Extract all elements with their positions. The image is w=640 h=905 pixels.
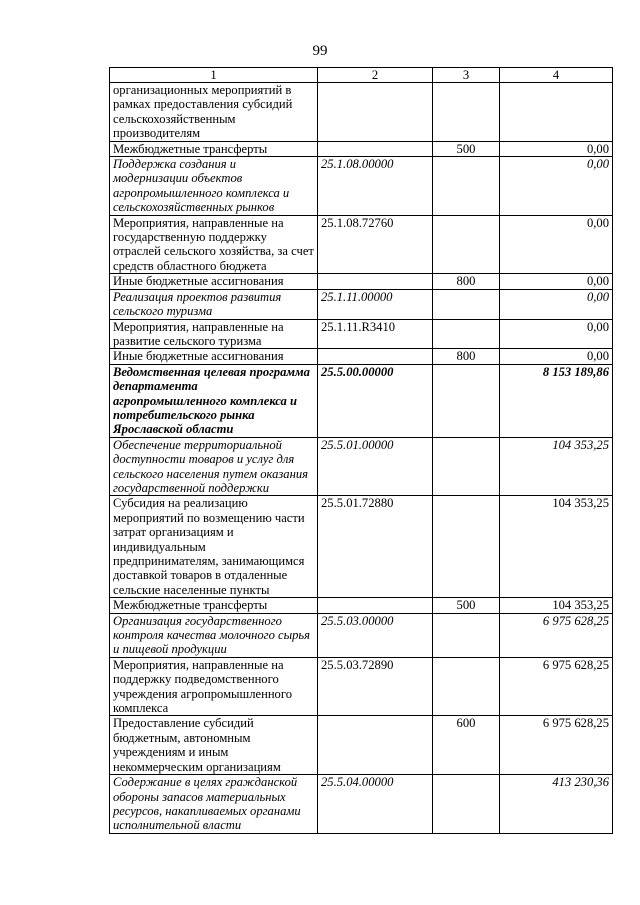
row-type bbox=[433, 657, 500, 716]
row-code: 25.5.01.72880 bbox=[318, 496, 433, 598]
table-row bbox=[110, 364, 613, 437]
row-amount: 104 353,25 bbox=[500, 496, 613, 598]
row-name: Межбюджетные трансферты bbox=[110, 598, 318, 613]
row-amount: 0,00 bbox=[500, 349, 613, 364]
row-amount: 6 975 628,25 bbox=[500, 613, 613, 657]
row-code: 25.1.11.00000 bbox=[318, 289, 433, 319]
table-row bbox=[110, 141, 613, 156]
table-row bbox=[110, 83, 613, 142]
row-name: Ведомственная целевая программа департамента агропромышленного комплекса и потребительского рынка Ярославской области bbox=[110, 364, 318, 437]
column-header-1: 1 bbox=[110, 68, 318, 83]
row-code bbox=[318, 141, 433, 156]
row-code: 25.5.00.00000 bbox=[318, 364, 433, 437]
row-code: 25.1.11.R3410 bbox=[318, 319, 433, 349]
row-name: Содержание в целях гражданской обороны запасов материальных ресурсов, накапливаемых органами исполнительной власти bbox=[110, 775, 318, 834]
row-amount: 0,00 bbox=[500, 289, 613, 319]
table-row bbox=[110, 716, 613, 775]
row-type: 500 bbox=[433, 598, 500, 613]
table-header-row bbox=[110, 68, 613, 83]
row-type bbox=[433, 157, 500, 216]
row-amount: 0,00 bbox=[500, 319, 613, 349]
row-type bbox=[433, 289, 500, 319]
row-amount: 0,00 bbox=[500, 274, 613, 289]
row-name: Реализация проектов развития сельского туризма bbox=[110, 289, 318, 319]
row-type bbox=[433, 364, 500, 437]
table-row bbox=[110, 319, 613, 349]
row-type bbox=[433, 319, 500, 349]
table-row bbox=[110, 289, 613, 319]
column-header-4: 4 bbox=[500, 68, 613, 83]
table-row bbox=[110, 657, 613, 716]
row-code bbox=[318, 598, 433, 613]
table-row bbox=[110, 598, 613, 613]
row-type bbox=[433, 83, 500, 142]
table-row bbox=[110, 437, 613, 496]
table-body bbox=[110, 83, 613, 834]
table-row bbox=[110, 157, 613, 216]
row-name: Межбюджетные трансферты bbox=[110, 141, 318, 156]
row-amount: 0,00 bbox=[500, 141, 613, 156]
row-type bbox=[433, 496, 500, 598]
row-code: 25.1.08.00000 bbox=[318, 157, 433, 216]
row-name: Субсидия на реализацию мероприятий по возмещению части затрат организациям и индивидуальным предпринимателям, занимающимся доставкой товаров в отдаленные сельские населенные пункты bbox=[110, 496, 318, 598]
table-row bbox=[110, 349, 613, 364]
row-amount: 104 353,25 bbox=[500, 437, 613, 496]
row-code: 25.1.08.72760 bbox=[318, 215, 433, 274]
column-header-2: 2 bbox=[318, 68, 433, 83]
row-type: 600 bbox=[433, 716, 500, 775]
row-name: Мероприятия, направленные на поддержку подведомственного учреждения агропромышленного комплекса bbox=[110, 657, 318, 716]
row-amount: 6 975 628,25 bbox=[500, 657, 613, 716]
budget-table bbox=[109, 67, 613, 834]
row-code bbox=[318, 349, 433, 364]
table-row bbox=[110, 274, 613, 289]
row-type: 800 bbox=[433, 274, 500, 289]
row-type: 800 bbox=[433, 349, 500, 364]
row-name: Обеспечение территориальной доступности товаров и услуг для сельского населения путем оказания государственной поддержки bbox=[110, 437, 318, 496]
row-name: Поддержка создания и модернизации объектов агропромышленного комплекса и сельскохозяйственных рынков bbox=[110, 157, 318, 216]
table-row bbox=[110, 496, 613, 598]
row-code: 25.5.03.00000 bbox=[318, 613, 433, 657]
row-code: 25.5.01.00000 bbox=[318, 437, 433, 496]
row-code: 25.5.03.72890 bbox=[318, 657, 433, 716]
row-type bbox=[433, 215, 500, 274]
row-name: Мероприятия, направленные на развитие сельского туризма bbox=[110, 319, 318, 349]
row-name: Иные бюджетные ассигнования bbox=[110, 349, 318, 364]
row-amount: 413 230,36 bbox=[500, 775, 613, 834]
row-type bbox=[433, 775, 500, 834]
row-amount: 6 975 628,25 bbox=[500, 716, 613, 775]
table-row bbox=[110, 775, 613, 834]
table-row bbox=[110, 215, 613, 274]
row-name: организационных мероприятий в рамках предоставления субсидий сельскохозяйственным производителям bbox=[110, 83, 318, 142]
column-header-3: 3 bbox=[433, 68, 500, 83]
row-name: Иные бюджетные ассигнования bbox=[110, 274, 318, 289]
table-row bbox=[110, 613, 613, 657]
row-type: 500 bbox=[433, 141, 500, 156]
row-code bbox=[318, 274, 433, 289]
row-amount: 0,00 bbox=[500, 157, 613, 216]
row-code bbox=[318, 716, 433, 775]
row-name: Мероприятия, направленные на государственную поддержку отраслей сельского хозяйства, за счет средств областного бюджета bbox=[110, 215, 318, 274]
row-amount bbox=[500, 83, 613, 142]
page-number: 99 bbox=[312, 43, 328, 59]
row-name: Организация государственного контроля качества молочного сырья и пищевой продукции bbox=[110, 613, 318, 657]
row-code bbox=[318, 83, 433, 142]
row-type bbox=[433, 437, 500, 496]
row-name: Предоставление субсидий бюджетным, автономным учреждениям и иным некоммерческим организациям bbox=[110, 716, 318, 775]
row-type bbox=[433, 613, 500, 657]
row-amount: 104 353,25 bbox=[500, 598, 613, 613]
row-amount: 0,00 bbox=[500, 215, 613, 274]
row-amount: 8 153 189,86 bbox=[500, 364, 613, 437]
row-code: 25.5.04.00000 bbox=[318, 775, 433, 834]
